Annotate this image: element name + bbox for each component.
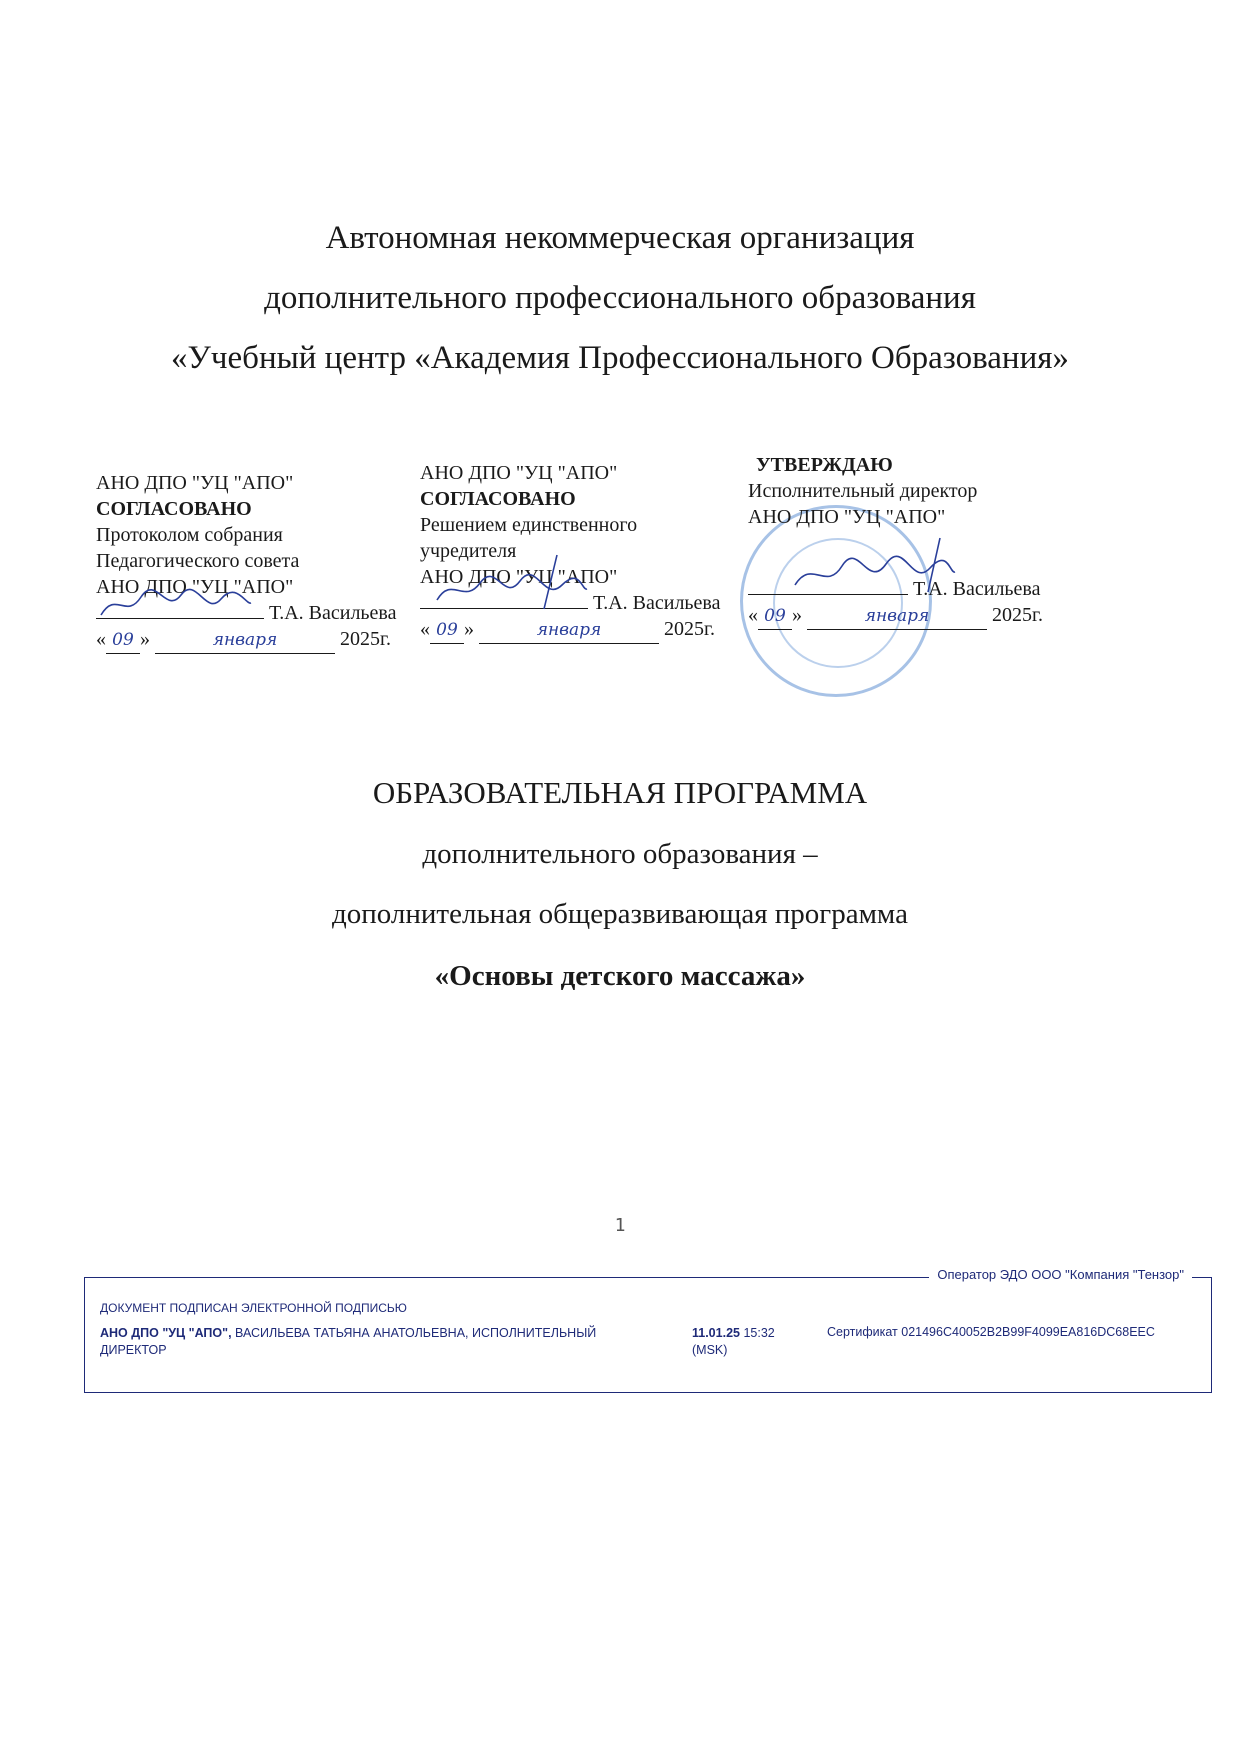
program-type: ОБРАЗОВАТЕЛЬНАЯ ПРОГРАММА: [372, 775, 868, 810]
approval-date: « 09 » января 2025г.: [420, 616, 715, 644]
handwritten-signature: [790, 530, 960, 600]
approval-org-2: АНО ДПО "УЦ "АПО": [420, 566, 618, 588]
handwritten-signature: [432, 545, 592, 615]
program-subtitle-1: дополнительного образования –: [422, 838, 818, 870]
approval-org: АНО ДПО "УЦ "АПО": [748, 506, 946, 528]
approval-org: АНО ДПО "УЦ "АПО": [420, 462, 618, 484]
approval-status: УТВЕРЖДАЮ: [756, 454, 893, 476]
date-year: 2025г.: [340, 628, 391, 650]
approval-org: АНО ДПО "УЦ "АПО": [96, 472, 294, 494]
date-day: 09: [758, 603, 792, 630]
edo-operator: Оператор ЭДО ООО "Компания "Тензор": [929, 1267, 1192, 1282]
approval-date: « 09 » января 2025г.: [748, 602, 1043, 630]
approval-basis-1: Протоколом собрания: [96, 524, 283, 546]
page-number: 1: [614, 1215, 626, 1236]
date-month: января: [807, 603, 987, 630]
date-day: 09: [430, 617, 464, 644]
date-month: января: [155, 627, 335, 654]
program-subtitle-2: дополнительная общеразвивающая программа: [332, 898, 908, 930]
signer-name: Т.А. Васильева: [593, 592, 721, 614]
approval-position: Исполнительный директор: [748, 480, 978, 502]
approval-basis-2: Педагогического совета: [96, 550, 300, 572]
signer-name: Т.А. Васильева: [269, 602, 397, 624]
signed-heading: ДОКУМЕНТ ПОДПИСАН ЭЛЕКТРОННОЙ ПОДПИСЬЮ: [100, 1301, 407, 1315]
certificate-id: Сертификат 021496C40052B2B99F4099EA816DC68EEC: [827, 1325, 1155, 1339]
handwritten-signature: [96, 585, 256, 625]
date-day: 09: [106, 627, 140, 654]
approval-basis-2: учредителя: [420, 540, 517, 562]
date-year: 2025г.: [664, 618, 715, 640]
org-name-line-1: Автономная некоммерческая организация: [325, 220, 915, 256]
electronic-signature-stamp: [84, 1265, 1214, 1393]
approval-status: СОГЛАСОВАНО: [420, 488, 576, 510]
org-name-line-3: «Учебный центр «Академия Профессионального Образования»: [171, 340, 1069, 376]
org-name-line-2: дополнительного профессионального образования: [264, 280, 976, 316]
signer-name: Т.А. Васильева: [913, 578, 1041, 600]
program-title: «Основы детского массажа»: [434, 960, 806, 992]
date-month: января: [479, 617, 659, 644]
approval-org-2: АНО ДПО "УЦ "АПО": [96, 576, 294, 598]
approval-date: « 09 » января 2025г.: [96, 626, 391, 654]
signer-info: АНО ДПО "УЦ "АПО", ВАСИЛЬЕВА ТАТЬЯНА АНАТОЛЬЕВНА, ИСПОЛНИТЕЛЬНЫЙ ДИРЕКТОР: [100, 1326, 597, 1357]
date-year: 2025г.: [992, 604, 1043, 626]
approval-basis-1: Решением единственного: [420, 514, 638, 536]
signature-datetime: 11.01.25 15:32 (MSK): [692, 1326, 775, 1357]
approval-status: СОГЛАСОВАНО: [96, 498, 252, 520]
